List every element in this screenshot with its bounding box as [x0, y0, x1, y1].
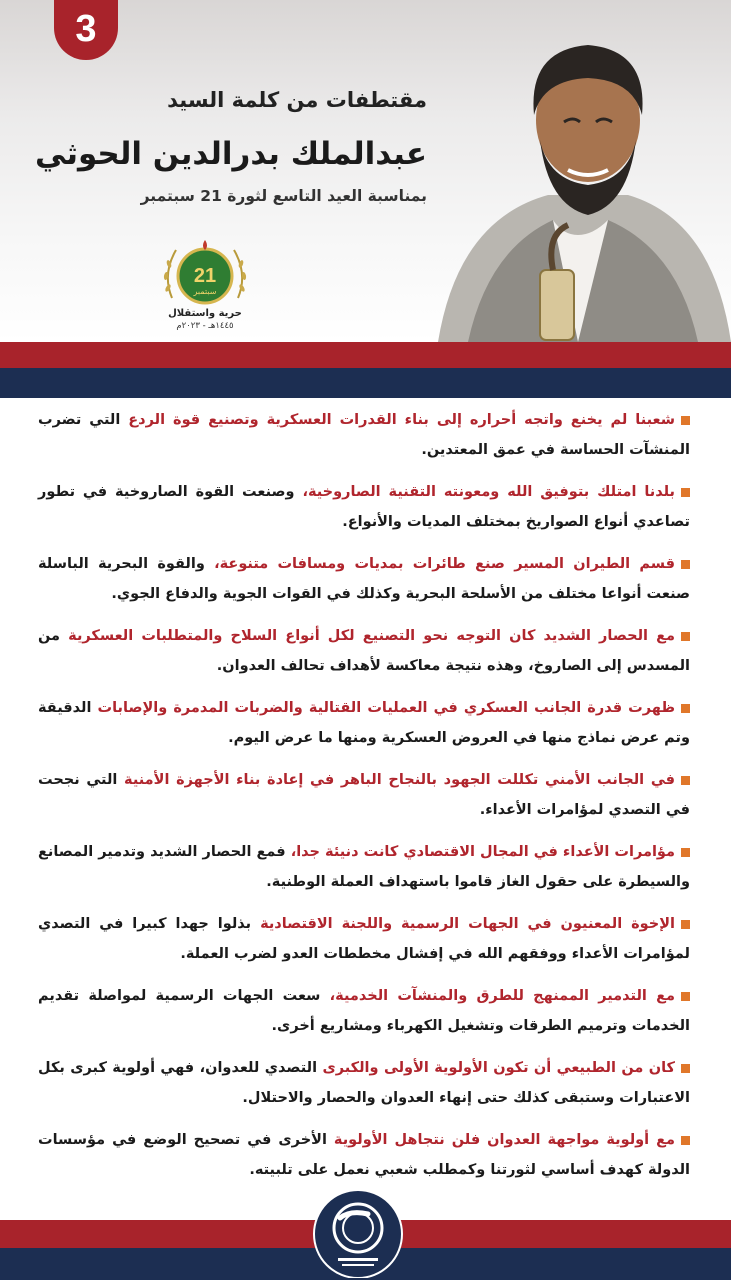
item-text: سعت الجهات الرسمية لمواصلة تقديم الخدمات وترميم الطرقات وتشغيل الكهرباء ومشاريع أخرى. [38, 988, 690, 1034]
bullet-icon [681, 1136, 690, 1145]
bullet-icon [681, 560, 690, 569]
list-item [38, 765, 690, 825]
bullet-icon [681, 992, 690, 1001]
item-text: الأخرى في تصحيح الوضع في مؤسسات الدولة كهدف أساسي لثورتنا وكمطلب شعبي نعمل على تلبيته. [38, 1132, 690, 1178]
item-highlight: ظهرت قدرة الجانب العسكري في العمليات القتالية والضربات المدمرة والإصابات [97, 700, 675, 716]
list-item [38, 909, 690, 969]
item-highlight: بلدنا امتلك بتوفيق الله ومعونته التقنية الصاروخية، [302, 484, 675, 500]
list-item [38, 549, 690, 609]
item-highlight: مع الحصار الشديد كان التوجه نحو التصنيع لكل أنواع السلاح والمتطلبات العسكرية [68, 628, 676, 644]
bullet-icon [681, 776, 690, 785]
list-item [38, 1125, 690, 1185]
emblem-month: سبتمبر [193, 287, 217, 296]
foundation-logo-icon [310, 1188, 406, 1278]
item-text: التي تضرب المنشآت الحساسة في عمق المعتدين. [38, 412, 690, 458]
item-highlight: مع التدمير الممنهج للطرق والمنشآت الخدمية، [329, 988, 675, 1004]
bullet-icon [681, 632, 690, 641]
emblem-caption [150, 308, 260, 332]
list-item [38, 981, 690, 1041]
top-red-band [0, 342, 731, 368]
item-text: التصدي للعدوان، فهي أولوية كبرى بكل الاعتبارات وستبقى كذلك حتى إنهاء العدوان والحصار والاحتلال. [38, 1060, 690, 1106]
header-banner [0, 0, 731, 342]
list-item [38, 405, 690, 465]
item-text: التي نجحت في التصدي لمؤامرات الأعداء. [38, 772, 690, 818]
list-item [38, 1053, 690, 1113]
item-highlight: مؤامرات الأعداء في المجال الاقتصادي كانت دنيئة جدا، [290, 844, 675, 860]
item-highlight: قسم الطيران المسير صنع طائرات بمديات ومسافات متنوعة، [214, 556, 675, 572]
item-text: فمع الحصار الشديد وتدمير المصانع والسيطرة على حقول الغاز قاموا باستهداف العملة الوطنية. [38, 844, 690, 890]
list-item [38, 837, 690, 897]
bullet-icon [681, 920, 690, 929]
item-highlight: الإخوة المعنيون في الجهات الرسمية واللجنة الاقتصادية [260, 916, 675, 932]
item-highlight: كان من الطبيعي أن تكون الأولوية الأولى والكبرى [322, 1060, 675, 1076]
quotes-list [38, 405, 690, 1197]
bullet-icon [681, 488, 690, 497]
item-text: وصنعت القوة الصاروخية في تطور تصاعدي أنواع الصواريخ بمختلف المديات والأنواع. [38, 484, 690, 530]
header-subtitle: مقتطفات من كلمة السيد [167, 88, 427, 112]
top-navy-band [0, 368, 731, 398]
item-highlight: مع أولوية مواجهة العدوان فلن نتجاهل الأولوية [333, 1132, 676, 1148]
item-text: الدقيقة وتم عرض نماذج منها في العروض العسكرية ومنها ما عرض اليوم. [38, 700, 690, 746]
page-number-badge: 3 [54, 0, 118, 60]
list-item [38, 693, 690, 753]
anniversary-emblem-icon [158, 238, 252, 310]
item-text: بذلوا جهدا كبيرا في التصدي لمؤامرات الأعداء ووفقهم الله في إفشال مخططات العدو لضرب العملة. [38, 916, 690, 962]
list-item [38, 477, 690, 537]
item-highlight: شعبنا لم يخنع واتجه أحراره إلى بناء القدرات العسكرية وتصنيع قوة الردع [128, 412, 675, 428]
bullet-icon [681, 704, 690, 713]
item-text: من المسدس إلى الصاروخ، وهذه نتيجة معاكسة لأهداف تحالف العدوان. [38, 628, 690, 674]
bullet-icon [681, 416, 690, 425]
bullet-icon [681, 1064, 690, 1073]
bullet-icon [681, 848, 690, 857]
emblem-slogan: حرية واستقلال [168, 308, 242, 319]
occasion-text: بمناسبة العيد التاسع لثورة 21 سبتمبر [140, 187, 427, 205]
list-item [38, 621, 690, 681]
emblem-number: 21 [193, 265, 217, 287]
item-text: والقوة البحرية الباسلة صنعت أنواعا مختلف من الأسلحة البحرية وكذلك في القوات الجوية والدفاع الجوي. [38, 556, 690, 602]
item-highlight: في الجانب الأمني تكللت الجهود بالنجاح الباهر في إعادة بناء الأجهزة الأمنية [124, 772, 675, 788]
emblem-date: ١٤٤٥هـ - ٢٠٢٣م [176, 321, 234, 331]
speaker-name: عبدالملك بدرالدين الحوثي [34, 136, 427, 172]
speaker-portrait-icon [428, 20, 731, 342]
